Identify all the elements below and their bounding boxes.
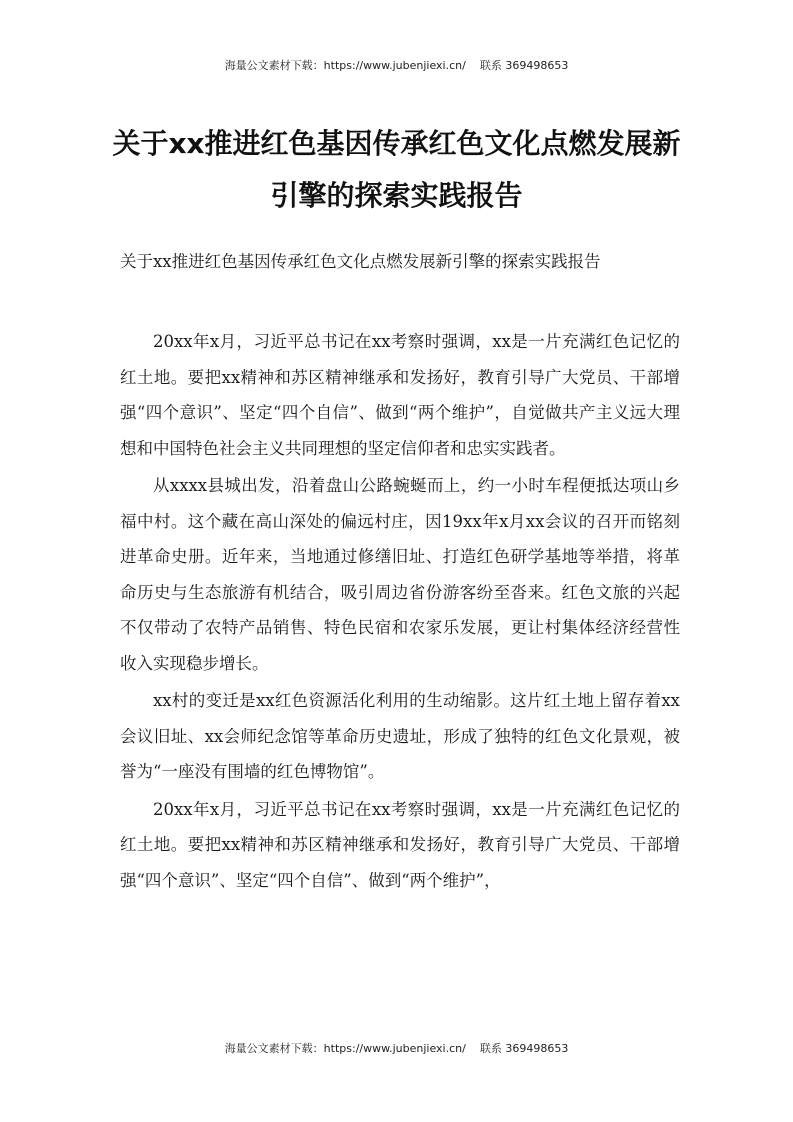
page-footer (0, 1041, 793, 1057)
body-paragraph-2: 从xxxx县城出发，沿着盘山公路蜿蜒而上，约一小时车程便抵达项山乡福中村。这个藏在高山深处的偏远村庄，因19xx年x月xx会议的召开而铭刻进革命史册。近年来，当地通过修缮旧址、打造红色研学基地等举措，将革命历史与生态旅游有机结合，吸引周边省份游客纷至沓来。红色文旅的兴起不仅带动了农特产品销售、特色民宿和农家乐发展，更让村集体经济经营性收入实现稳步增长。 (120, 476, 680, 673)
footer-contact: 联系 369498653 (479, 1042, 569, 1055)
document-title: 关于xx推进红色基因传承红色文化点燃发展新引擎的探索实践报告 (112, 127, 681, 212)
body-paragraph-3: xx村的变迁是xx红色资源活化利用的生动缩影。这片红土地上留存着xx会议旧址、xx会师纪念馆等革命历史遗址，形成了独特的红色文化景观，被誉为“一座没有围墙的红色博物馆”。 (120, 691, 680, 781)
document-subtitle: 关于xx推进红色基因传承红色文化点燃发展新引擎的探索实践报告 (120, 252, 601, 271)
body-paragraph-4: 20xx年x月，习近平总书记在xx考察时强调，xx是一片充满红色记忆的红土地。要把xx精神和苏区精神继承和发扬好，教育引导广大党员、干部增强“四个意识”、坚定“四个自信”、做到“两个维护”， (120, 799, 680, 890)
body-paragraph-1: 20xx年x月，习近平总书记在xx考察时强调，xx是一片充满红色记忆的红土地。要把xx精神和苏区精神继承和发扬好，教育引导广大党员、干部增强“四个意识”、坚定“四个自信”、做到“两个维护”，自觉做共产主义远大理想和中国特色社会主义共同理想的坚定信仰者和忠实实践者。 (120, 332, 680, 458)
header-download-label: 海量公文素材下载：https://www.jubenjiexi.cn/ (224, 59, 466, 72)
page-header (0, 58, 793, 74)
document-body (120, 324, 680, 900)
header-contact: 联系 369498653 (479, 59, 569, 72)
footer-download-label: 海量公文素材下载：https://www.jubenjiexi.cn/ (224, 1042, 466, 1055)
